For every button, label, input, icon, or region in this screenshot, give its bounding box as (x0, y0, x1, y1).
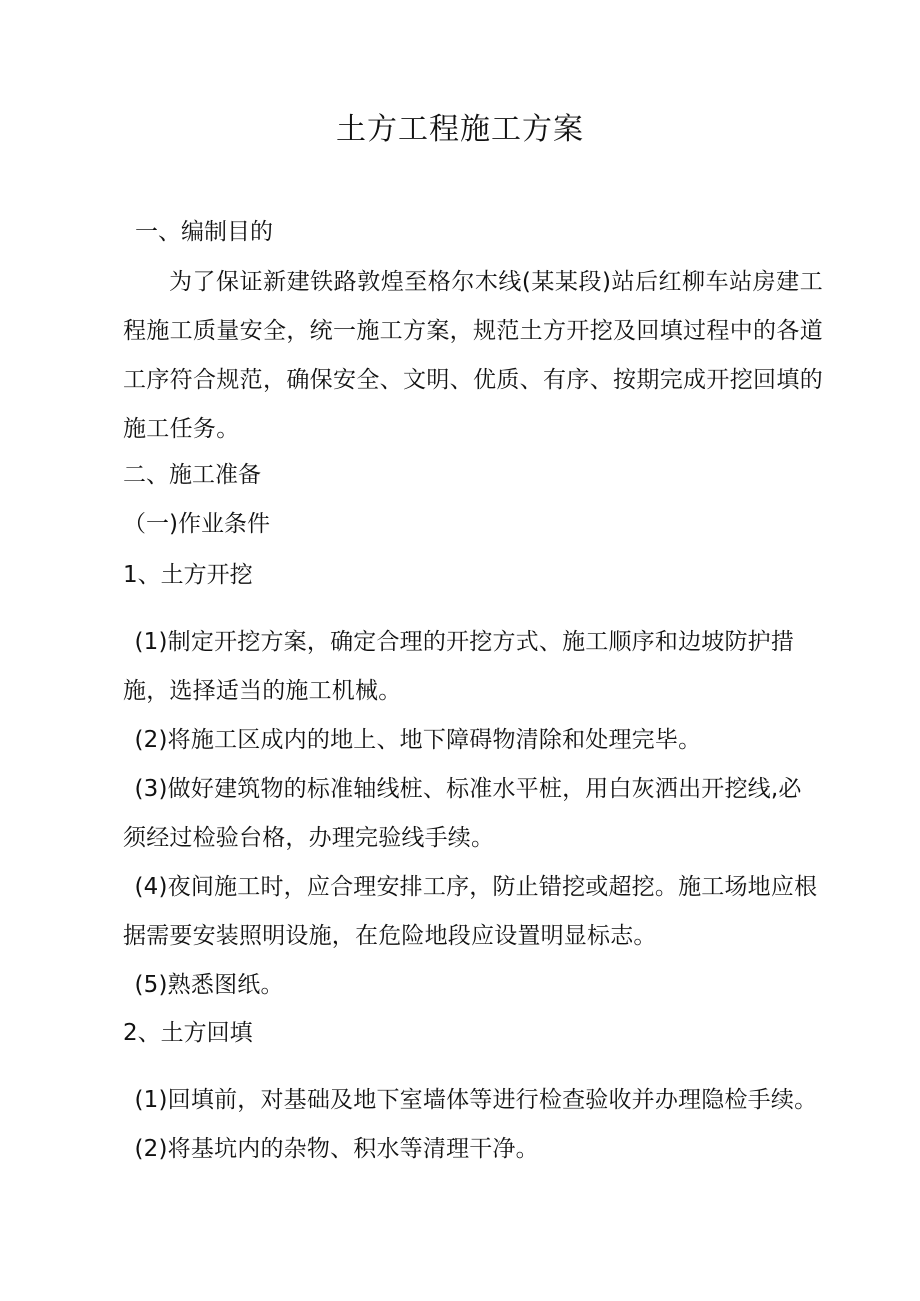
item-heading-backfill: 2、土方回填 (123, 1020, 253, 1046)
subsection-heading-conditions: （一)作业条件 (123, 511, 270, 537)
excavation-item: (4)夜间施工时，应合理安排工序，防止错挖或超挖。施工场地应根据需要安装照明设施，在危险地段应设置明显标志。 (123, 874, 818, 949)
excavation-item: (2)将施工区成内的地上、地下障碍物清除和处理完毕。 (134, 727, 702, 753)
excavation-item: (1)制定开挖方案，确定合理的开挖方式、施工顺序和边坡防护措施，选择适当的施工机械。 (123, 629, 795, 704)
excavation-item: (3)做好建筑物的标准轴线桩、标准水平桩，用白灰洒出开挖线,必须经过检验台格，办理完验线手续。 (123, 776, 802, 851)
excavation-item: (5)熟悉图纸。 (134, 972, 284, 998)
page-title: 土方工程施工方案 (336, 112, 584, 147)
section-heading-preparation: 二、施工准备 (123, 462, 261, 488)
purpose-paragraph: 为了保证新建铁路敦煌至格尔木线(某某段)站后红柳车站房建工程施工质量安全，统一施工方案，规范土方开挖及回填过程中的各道工序符合规范，确保安全、文明、优质、有序、按期完成开挖回填的施工任务。 (123, 269, 823, 442)
backfill-item: (1)回填前，对基础及地下室墙体等进行检查验收并办理隐检手续。 (134, 1087, 818, 1113)
item-heading-excavation: 1、土方开挖 (123, 562, 253, 588)
section-heading-purpose: 一、编制目的 (135, 219, 273, 245)
backfill-item: (2)将基坑内的杂物、积水等清理干净。 (134, 1136, 539, 1162)
